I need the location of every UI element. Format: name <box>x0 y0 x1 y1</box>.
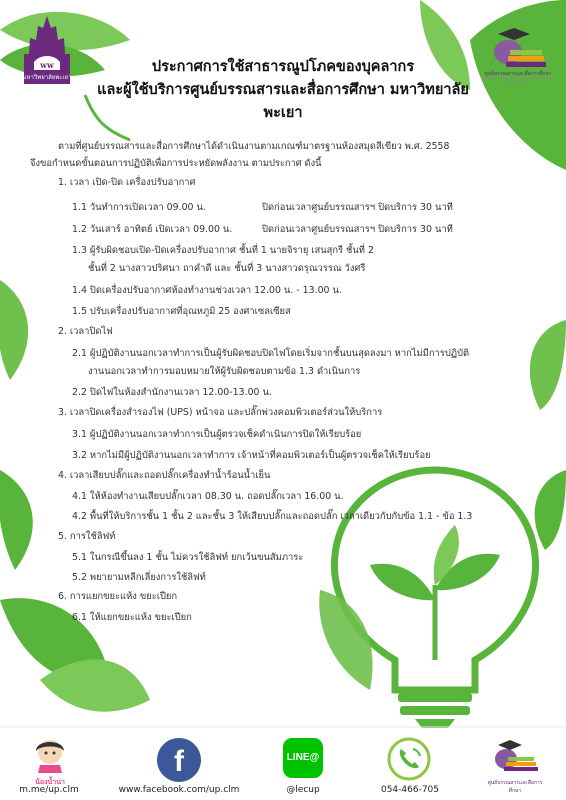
center-logo-text-en: LIBRARY RESOURCES AND EDUCATIONAL MEDIA CENTER <box>482 76 554 85</box>
section-heading: 6. การแยกขยะแห้ง ขยะเปียก <box>58 591 178 602</box>
intro-line-1: ตามที่ศูนย์บรรณสารและสื่อการศึกษาได้ดำเนินงานตามเกณฑ์มาตรฐานห้องสมุดสีเขียว พ.ศ. 2558 <box>58 141 450 152</box>
svg-text:ww: ww <box>40 60 54 70</box>
section-heading: 3. เวลาปิดเครื่องสำรองไฟ (UPS) หน้าจอ และปลั๊กพ่วงคอมพิวเตอร์ส่วนให้บริการ <box>58 407 383 418</box>
university-logo <box>18 14 76 86</box>
line-icon[interactable] <box>283 738 323 778</box>
phone-number[interactable]: 054-466-705 <box>380 785 440 795</box>
list-item: 3.1 ผู้ปฏิบัติงานนอกเวลาทำการเป็นผู้ตรวจเช็คดำเนินการปิดให้เรียบร้อย <box>72 429 362 440</box>
center-logo-footer <box>482 735 548 795</box>
list-item: 5.1 ในกรณีขึ้นลง 1 ชั้น ไม่ควรใช้ลิฟท์ ยกเว้นขนสัมภาระ <box>72 552 304 563</box>
facebook-icon[interactable]: f <box>157 738 201 782</box>
messenger-link[interactable]: m.me/up.clm <box>19 785 79 795</box>
list-item <box>72 222 453 238</box>
list-item: 4.2 พื้นที่ให้บริการชั้น 1 ชั้น 2 และชั้น 3 ให้เสียบปลั๊กและถอดปลั๊ก เวลาเดียวกับกับข้อ 1.1 - ข้อ 1.3 <box>72 511 473 522</box>
list-item: 1.5 ปรับเครื่องปรับอากาศที่อุณหภูมิ 25 องศาเซลเซียส <box>72 306 291 317</box>
list-item: 1.4 ปิดเครื่องปรับอากาศห้องทำงานช่วงเวลา 12.00 น. - 13.00 น. <box>72 285 342 296</box>
list-item: 2.1 ผู้ปฏิบัติงานนอกเวลาทำการเป็นผู้รับผิดชอบปิดไฟโดยเริ่มจากชั้นบนสุดลงมา หากไม่มีการปฏิบัติ <box>72 348 470 359</box>
rule-text: 1.2 วันเสาร์ อาทิตย์ เปิดเวลา 09.00 น. <box>72 224 233 235</box>
mascot <box>26 737 74 786</box>
intro-paragraph <box>30 138 545 172</box>
list-item: 1.3 ผู้รับผิดชอบเปิด-ปิดเครื่องปรับอากาศ ชั้นที่ 1 นายจิรายุ เสนสุกรี ชั้นที่ 2 <box>72 245 374 256</box>
footer <box>0 725 566 800</box>
leaf-icon <box>535 470 566 550</box>
line-badge-label: LINE@ <box>286 752 320 763</box>
center-logo-caption: ศูนย์บรรณสารและสื่อการศึกษา <box>487 780 543 794</box>
title-line-1: ประกาศการใช้สาธารณูปโภคของบุคลากร <box>151 59 415 75</box>
intro-line-2: จึงขอกำหนดขั้นตอนการปฏิบัติเพื่อการประหยัดพลังงาน ตามประกาศ ดังนี้ <box>30 158 322 169</box>
page-title <box>80 56 486 125</box>
facebook-link[interactable]: www.facebook.com/up.clm <box>118 785 240 795</box>
section-heading: 5. การใช้ลิฟท์ <box>58 531 116 542</box>
section-heading: 1. เวลา เปิด-ปิด เครื่องปรับอากาศ <box>58 177 196 188</box>
section-heading: 4. เวลาเสียบปลั๊กและถอดปลั๊กเครื่องทำน้ำร้อนน้ำเย็น <box>58 470 271 481</box>
list-item <box>72 200 453 216</box>
list-item-continued: งานนอกเวลาทำการมอบหมายให้ผู้รับผิดชอบตามข้อ 1.3 ดำเนินการ <box>88 366 361 377</box>
title-line-2: และผู้ใช้บริการศูนย์บรรณสารและสื่อการศึกษา มหาวิทยาลัยพะเยา <box>97 82 469 121</box>
list-item: 6.1 ให้แยกขยะแห้ง ขยะเปียก <box>72 612 192 623</box>
leaf-icon <box>0 280 28 380</box>
list-item-continued: ชั้นที่ 2 นางสาวปริศนา ถาคำดี และ ชั้นที่ 3 นางสาวดรุณวรรณ วังศรี <box>88 263 366 274</box>
leaf-icon <box>0 470 33 570</box>
list-item: 4.1 ให้ห้องทำงานเสียบปลั๊กเวลา 08.30 น. ถอดปลั๊กเวลา 16.00 น. <box>72 491 344 502</box>
center-logo <box>478 20 558 86</box>
leaf-icon <box>530 320 566 410</box>
university-logo-text: มหาวิทยาลัยพะเยา <box>22 74 72 81</box>
mascot-caption: น้องน้ำน่า <box>35 778 65 786</box>
list-item: 2.2 ปิดไฟในห้องสำนักงานเวลา 12.00-13.00 น. <box>72 387 272 398</box>
section-heading: 2. เวลาปิดไฟ <box>58 326 113 337</box>
line-id[interactable]: @lecup <box>286 785 320 795</box>
center-logo-text-th: ศูนย์บรรณสารและสื่อการศึกษา <box>484 71 552 77</box>
rule-text: ปิดก่อนเวลาศูนย์บรรณสารฯ ปิดบริการ 30 นาที <box>262 202 453 213</box>
phone-icon[interactable] <box>387 737 431 781</box>
list-item: 3.2 หากไม่มีผู้ปฏิบัติงานนอกเวลาทำการ เจ้าหน้าที่คอมพิวเตอร์เป็นผู้ตรวจเช็คให้เรียบร้อย <box>72 450 431 461</box>
leaf-icon <box>319 590 372 690</box>
rule-text: ปิดก่อนเวลาศูนย์บรรณสารฯ ปิดบริการ 30 นาที <box>262 224 453 235</box>
list-item: 5.2 พยายามหลีกเลี่ยงการใช้ลิฟท์ <box>72 572 206 583</box>
rule-text: 1.1 วันทำการเปิดเวลา 09.00 น. <box>72 202 206 213</box>
